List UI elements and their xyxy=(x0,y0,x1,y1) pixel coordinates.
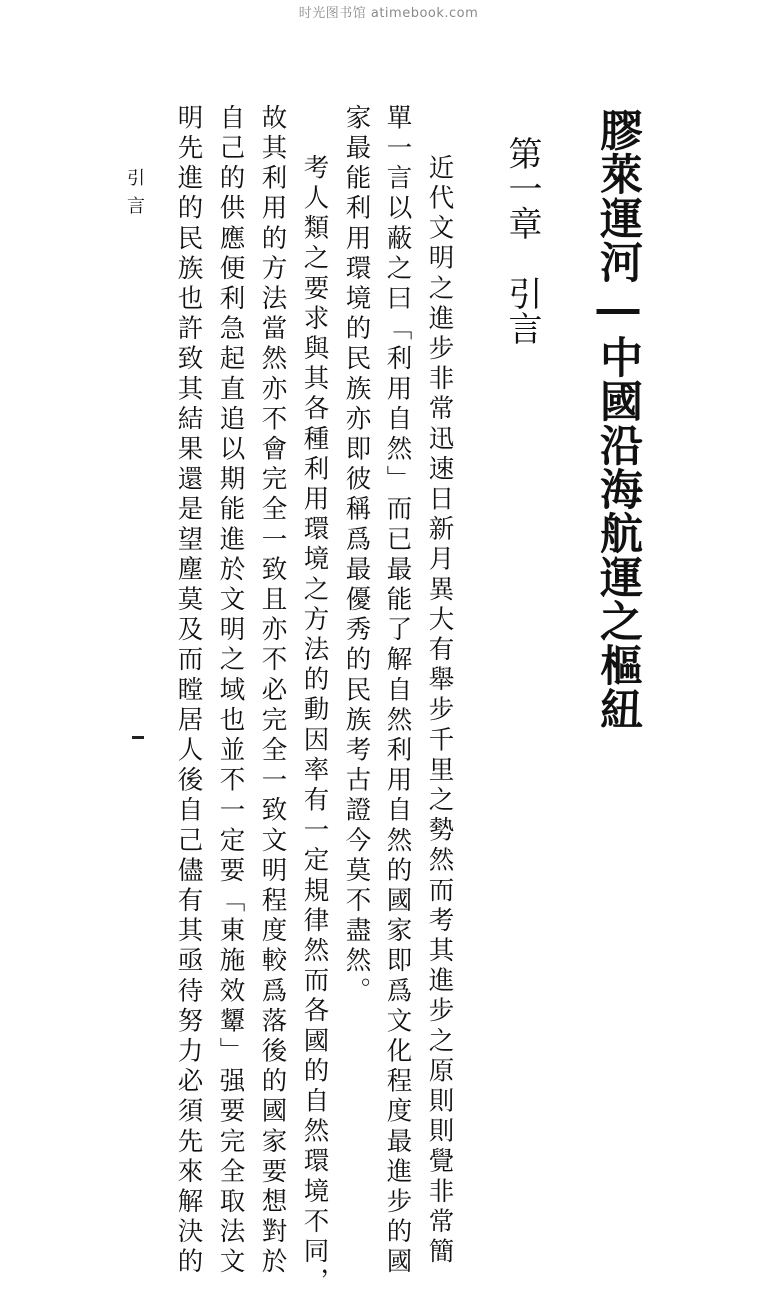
chapter-heading: 第一章 引言 xyxy=(502,136,542,346)
running-head: 引言 xyxy=(124,168,145,224)
body-column: 故其利用的方法當然亦不會完全一致且亦不必完全一致文明程度較爲落後的國家要想對於 xyxy=(257,104,288,1278)
body-column: 家最能利用環境的民族亦即彼稱爲最優秀的民族考古證今莫不盡然。 xyxy=(341,104,372,1007)
page-number-text xyxy=(132,736,133,737)
body-column: 自己的供應便利急起直追以期能進於文明之域也並不一定要「東施效顰」强要完全取法文 xyxy=(215,104,246,1278)
body-column: 近代文明之進步非常迅速日新月異大有舉步千里之勢然而考其進步之原則則覺非常簡 xyxy=(424,154,455,1268)
watermark: 时光图书馆 atimebook.com xyxy=(298,6,479,21)
body-column: 考人類之要求與其各種利用環境之方法的動因率有一定規律然而各國的自然環境不同， xyxy=(299,154,330,1298)
page-number-mark xyxy=(132,736,144,739)
body-column: 明先進的民族也許致其結果還是望塵莫及而瞠居人後自己儘有其亟待努力必須先來解決的 xyxy=(173,104,204,1278)
body-column: 單一言以蔽之曰「利用自然」而已最能了解自然利用自然的國家即爲文化程度最進步的國 xyxy=(382,104,413,1278)
book-title: 膠萊運河―中國沿海航運之樞紐 xyxy=(593,108,643,731)
